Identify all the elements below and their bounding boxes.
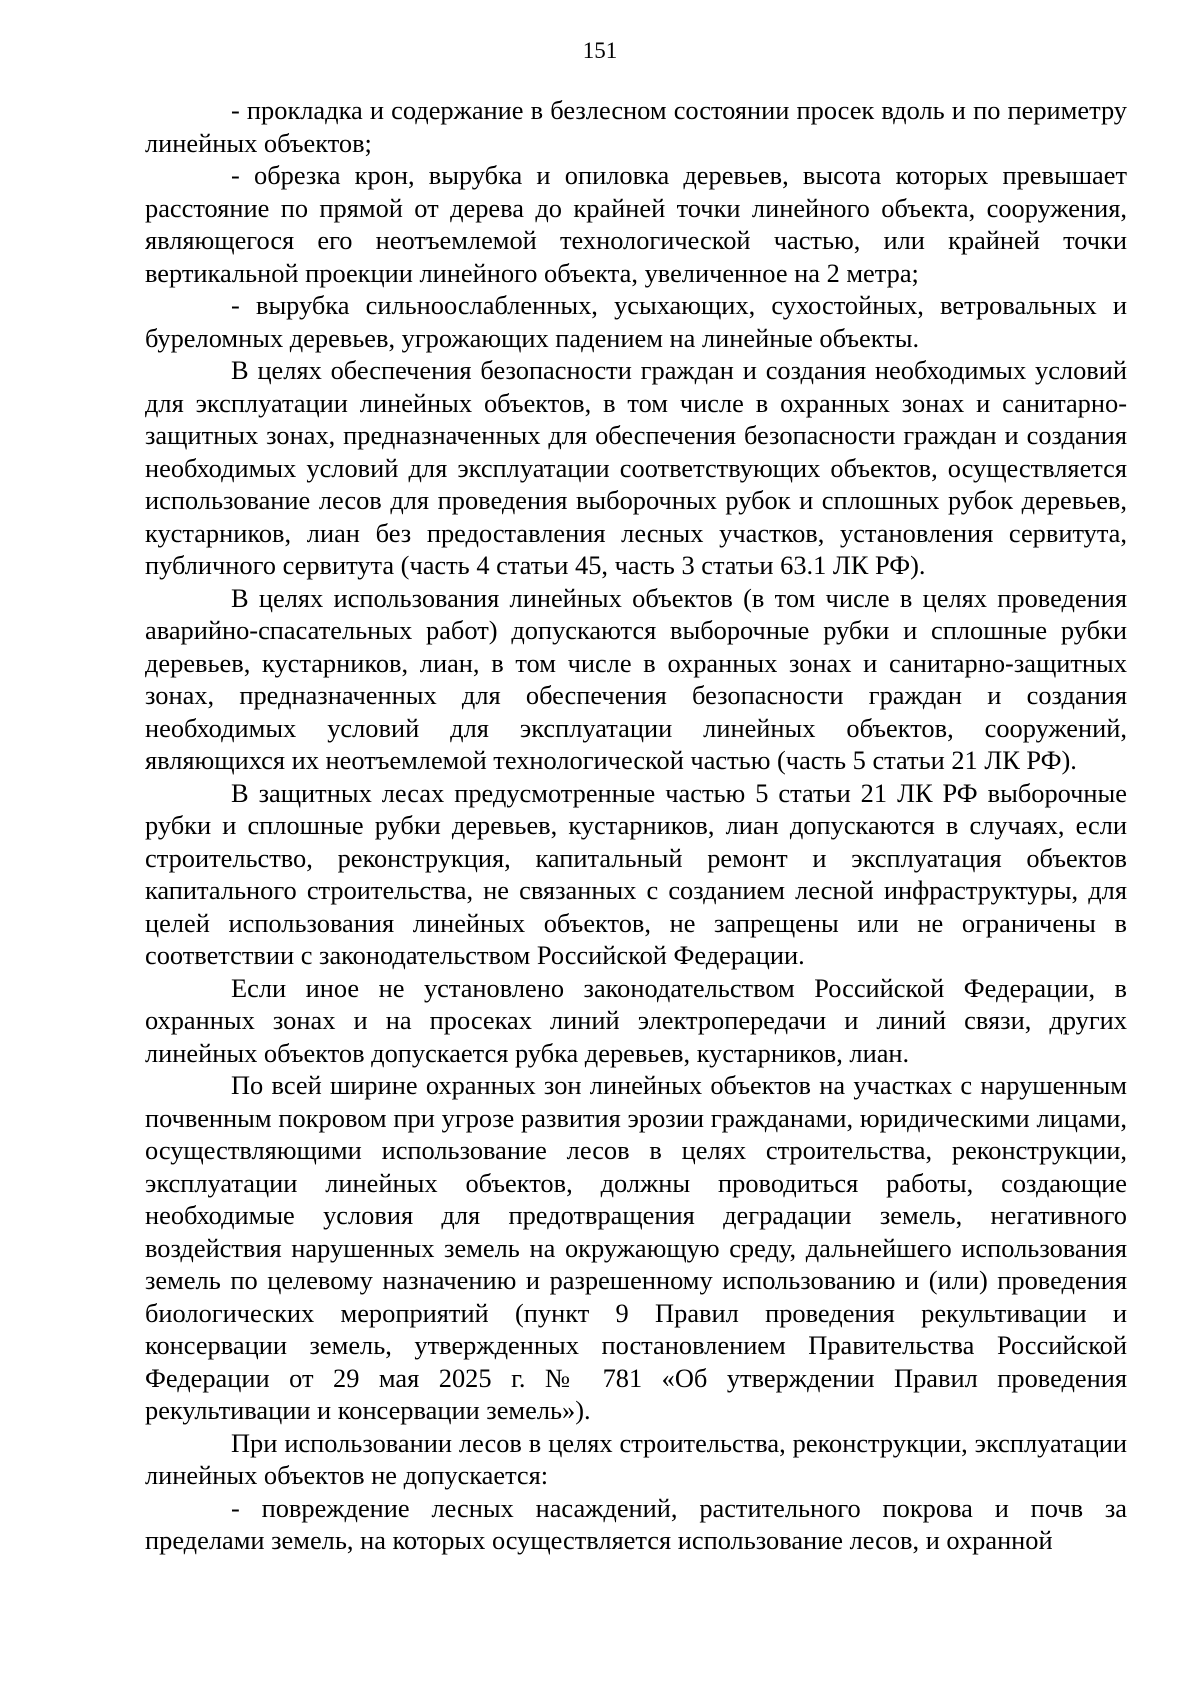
document-body [145,94,1127,1557]
paragraph: - обрезка крон, вырубка и опиловка деревьев, высота которых превышает расстояние по прямой от дерева до крайней точки линейного объекта, сооружения, являющегося его неотъемлемой технологической частью, или крайней точки вертикальной проекции линейного объекта, увеличенное на 2 метра; [145,160,1127,288]
paragraph: В целях обеспечения безопасности граждан и создания необходимых условий для эксплуатации линейных объектов, в том числе в охранных зонах и санитарно-защитных зонах, предназначенных для обеспечения безопасности граждан и создания необходимых условий для эксплуатации соответствующих объектов, осуществляется использование лесов для проведения выборочных рубок и сплошных рубок деревьев, кустарников, лиан без предоставления лесных участков, установления сервитута, публичного сервитута (часть 4 статьи 45, часть 3 статьи 63.1 ЛК РФ). [145,355,1127,580]
paragraph: Если иное не установлено законодательством Российской Федерации, в охранных зонах и на просеках линий электропередачи и линий связи, других линейных объектов допускается рубка деревьев, кустарников, лиан. [145,972,1127,1068]
paragraph: - повреждение лесных насаждений, растительного покрова и почв за пределами земель, на которых осуществляется использование лесов, и охранной [145,1492,1127,1555]
paragraph: - вырубка сильноослабленных, усыхающих, сухостойных, ветровальных и буреломных деревьев, угрожающих падением на линейные объекты. [145,290,1127,353]
paragraph: В защитных лесах предусмотренные частью 5 статьи 21 ЛК РФ выборочные рубки и сплошные рубки деревьев, кустарников, лиан допускаются в случаях, если строительство, реконструкция, капитальный ремонт и эксплуатация объектов капитального строительства, не связанных с созданием лесной инфраструктуры, для целей использования линейных объектов, не запрещены или не ограничены в соответствии с законодательством Российской Федерации. [145,777,1127,970]
paragraph: - прокладка и содержание в безлесном состоянии просек вдоль и по периметру линейных объектов; [145,95,1127,158]
paragraph: При использовании лесов в целях строительства, реконструкции, эксплуатации линейных объектов не допускается: [145,1427,1127,1490]
paragraph: По всей ширине охранных зон линейных объектов на участках с нарушенным почвенным покровом при угрозе развития эрозии гражданами, юридическими лицами, осуществляющими использование лесов в целях строительства, реконструкции, эксплуатации линейных объектов, должны проводиться работы, создающие необходимые условия для предотвращения деградации земель, негативного воздействия нарушенных земель на окружающую среду, дальнейшего использования земель по целевому назначению и разрешенному использованию и (или) проведения биологических мероприятий (пункт 9 Правил проведения рекультивации и консервации земель, утвержденных постановлением Правительства Российской Федерации от 29 мая 2025 г. № 781 «Об утверждении Правил проведения рекультивации и консервации земель»). [145,1070,1127,1425]
paragraph: В целях использования линейных объектов (в том числе в целях проведения аварийно-спасательных работ) допускаются выборочные рубки и сплошные рубки деревьев, кустарников, лиан, в том числе в охранных зонах и санитарно-защитных зонах, предназначенных для обеспечения безопасности граждан и создания необходимых условий для эксплуатации линейных объектов, сооружений, являющихся их неотъемлемой технологической частью (часть 5 статьи 21 ЛК РФ). [145,582,1127,775]
page-number: 151 [582,38,618,63]
